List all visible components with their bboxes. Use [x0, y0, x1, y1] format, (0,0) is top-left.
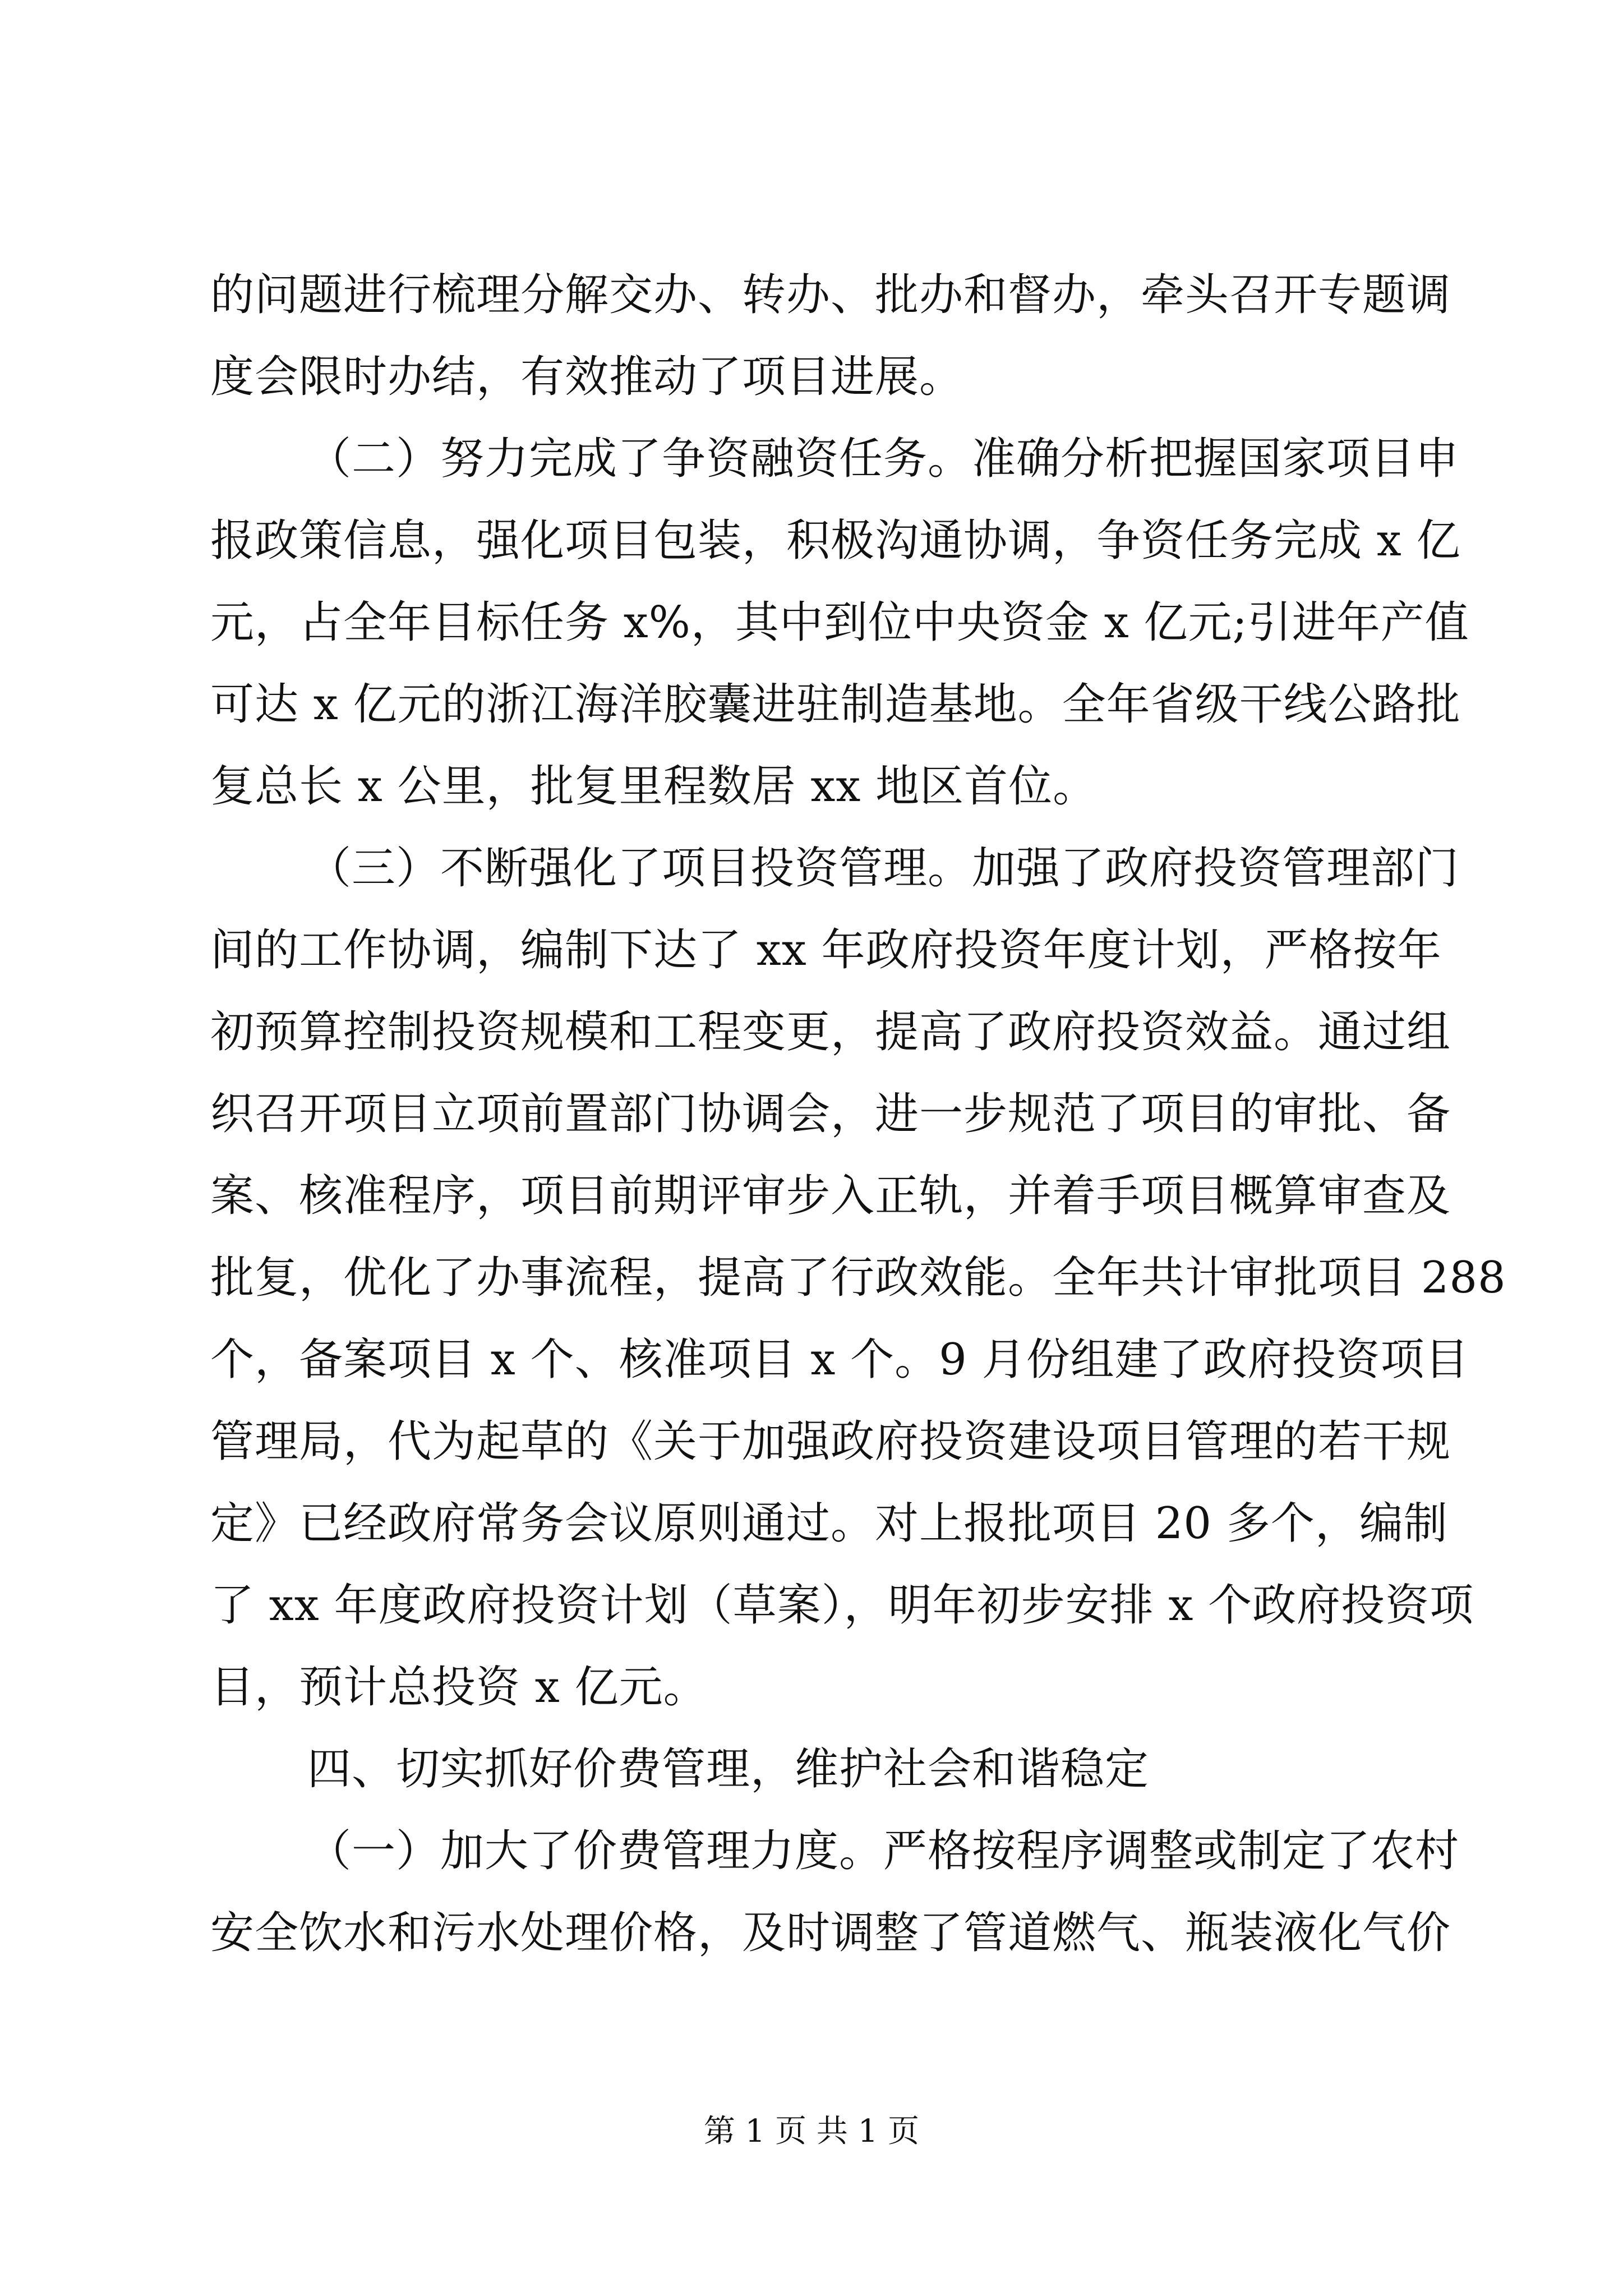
paragraph-line: 度会限时办结，有效推动了项目进展。: [210, 352, 964, 402]
paragraph-line: 元，占全年目标任务 x%，其中到位中央资金 x 亿元;引进年产值: [210, 597, 1469, 648]
paragraph-line: 目，预计总投资 x 亿元。: [210, 1662, 708, 1713]
paragraph-line: 织召开项目立项前置部门协调会，进一步规范了项目的审批、备: [210, 1089, 1451, 1139]
page-footer: 第 1 页 共 1 页: [703, 2113, 920, 2150]
paragraph-line: 定》已经政府常务会议原则通过。对上报批项目 20 多个，编制: [210, 1498, 1448, 1549]
paragraph-line: 个，备案项目 x 个、核准项目 x 个。9 月份组建了政府投资项目: [210, 1335, 1469, 1385]
paragraph-line: （二）努力完成了争资融资任务。准确分析把握国家项目申: [307, 434, 1460, 484]
paragraph-line: 批复，优化了办事流程，提高了行政效能。全年共计审批项目 288: [210, 1253, 1506, 1303]
paragraph-line: 报政策信息，强化项目包装，积极沟通协调，争资任务完成 x 亿: [210, 516, 1461, 566]
section-heading: 四、切实抓好价费管理，维护社会和谐稳定: [307, 1744, 1150, 1795]
paragraph-line: （一）加大了价费管理力度。严格按程序调整或制定了农村: [307, 1826, 1460, 1876]
paragraph-line: 安全饮水和污水处理价格，及时调整了管道燃气、瓶装液化气价: [210, 1908, 1451, 1958]
paragraph-line: 复总长 x 公里，批复里程数居 xx 地区首位。: [210, 761, 1098, 812]
paragraph-line: 间的工作协调，编制下达了 xx 年政府投资年度计划，严格按年: [210, 925, 1442, 976]
paragraph-line: 可达 x 亿元的浙江海洋胶囊进驻制造基地。全年省级干线公路批: [210, 679, 1461, 730]
paragraph-line: 案、核准程序，项目前期评审步入正轨，并着手项目概算审查及: [210, 1171, 1451, 1221]
paragraph-line: 初预算控制投资规模和工程变更，提高了政府投资效益。通过组: [210, 1007, 1451, 1057]
paragraph-line: 管理局，代为起草的《关于加强政府投资建设项目管理的若干规: [210, 1416, 1451, 1467]
paragraph-line: 了 xx 年度政府投资计划（草案），明年初步安排 x 个政府投资项: [210, 1580, 1474, 1631]
paragraph-line: 的问题进行梳理分解交办、转办、批办和督办，牵头召开专题调: [210, 270, 1451, 320]
paragraph-line: （三）不断强化了项目投资管理。加强了政府投资管理部门: [307, 843, 1460, 894]
